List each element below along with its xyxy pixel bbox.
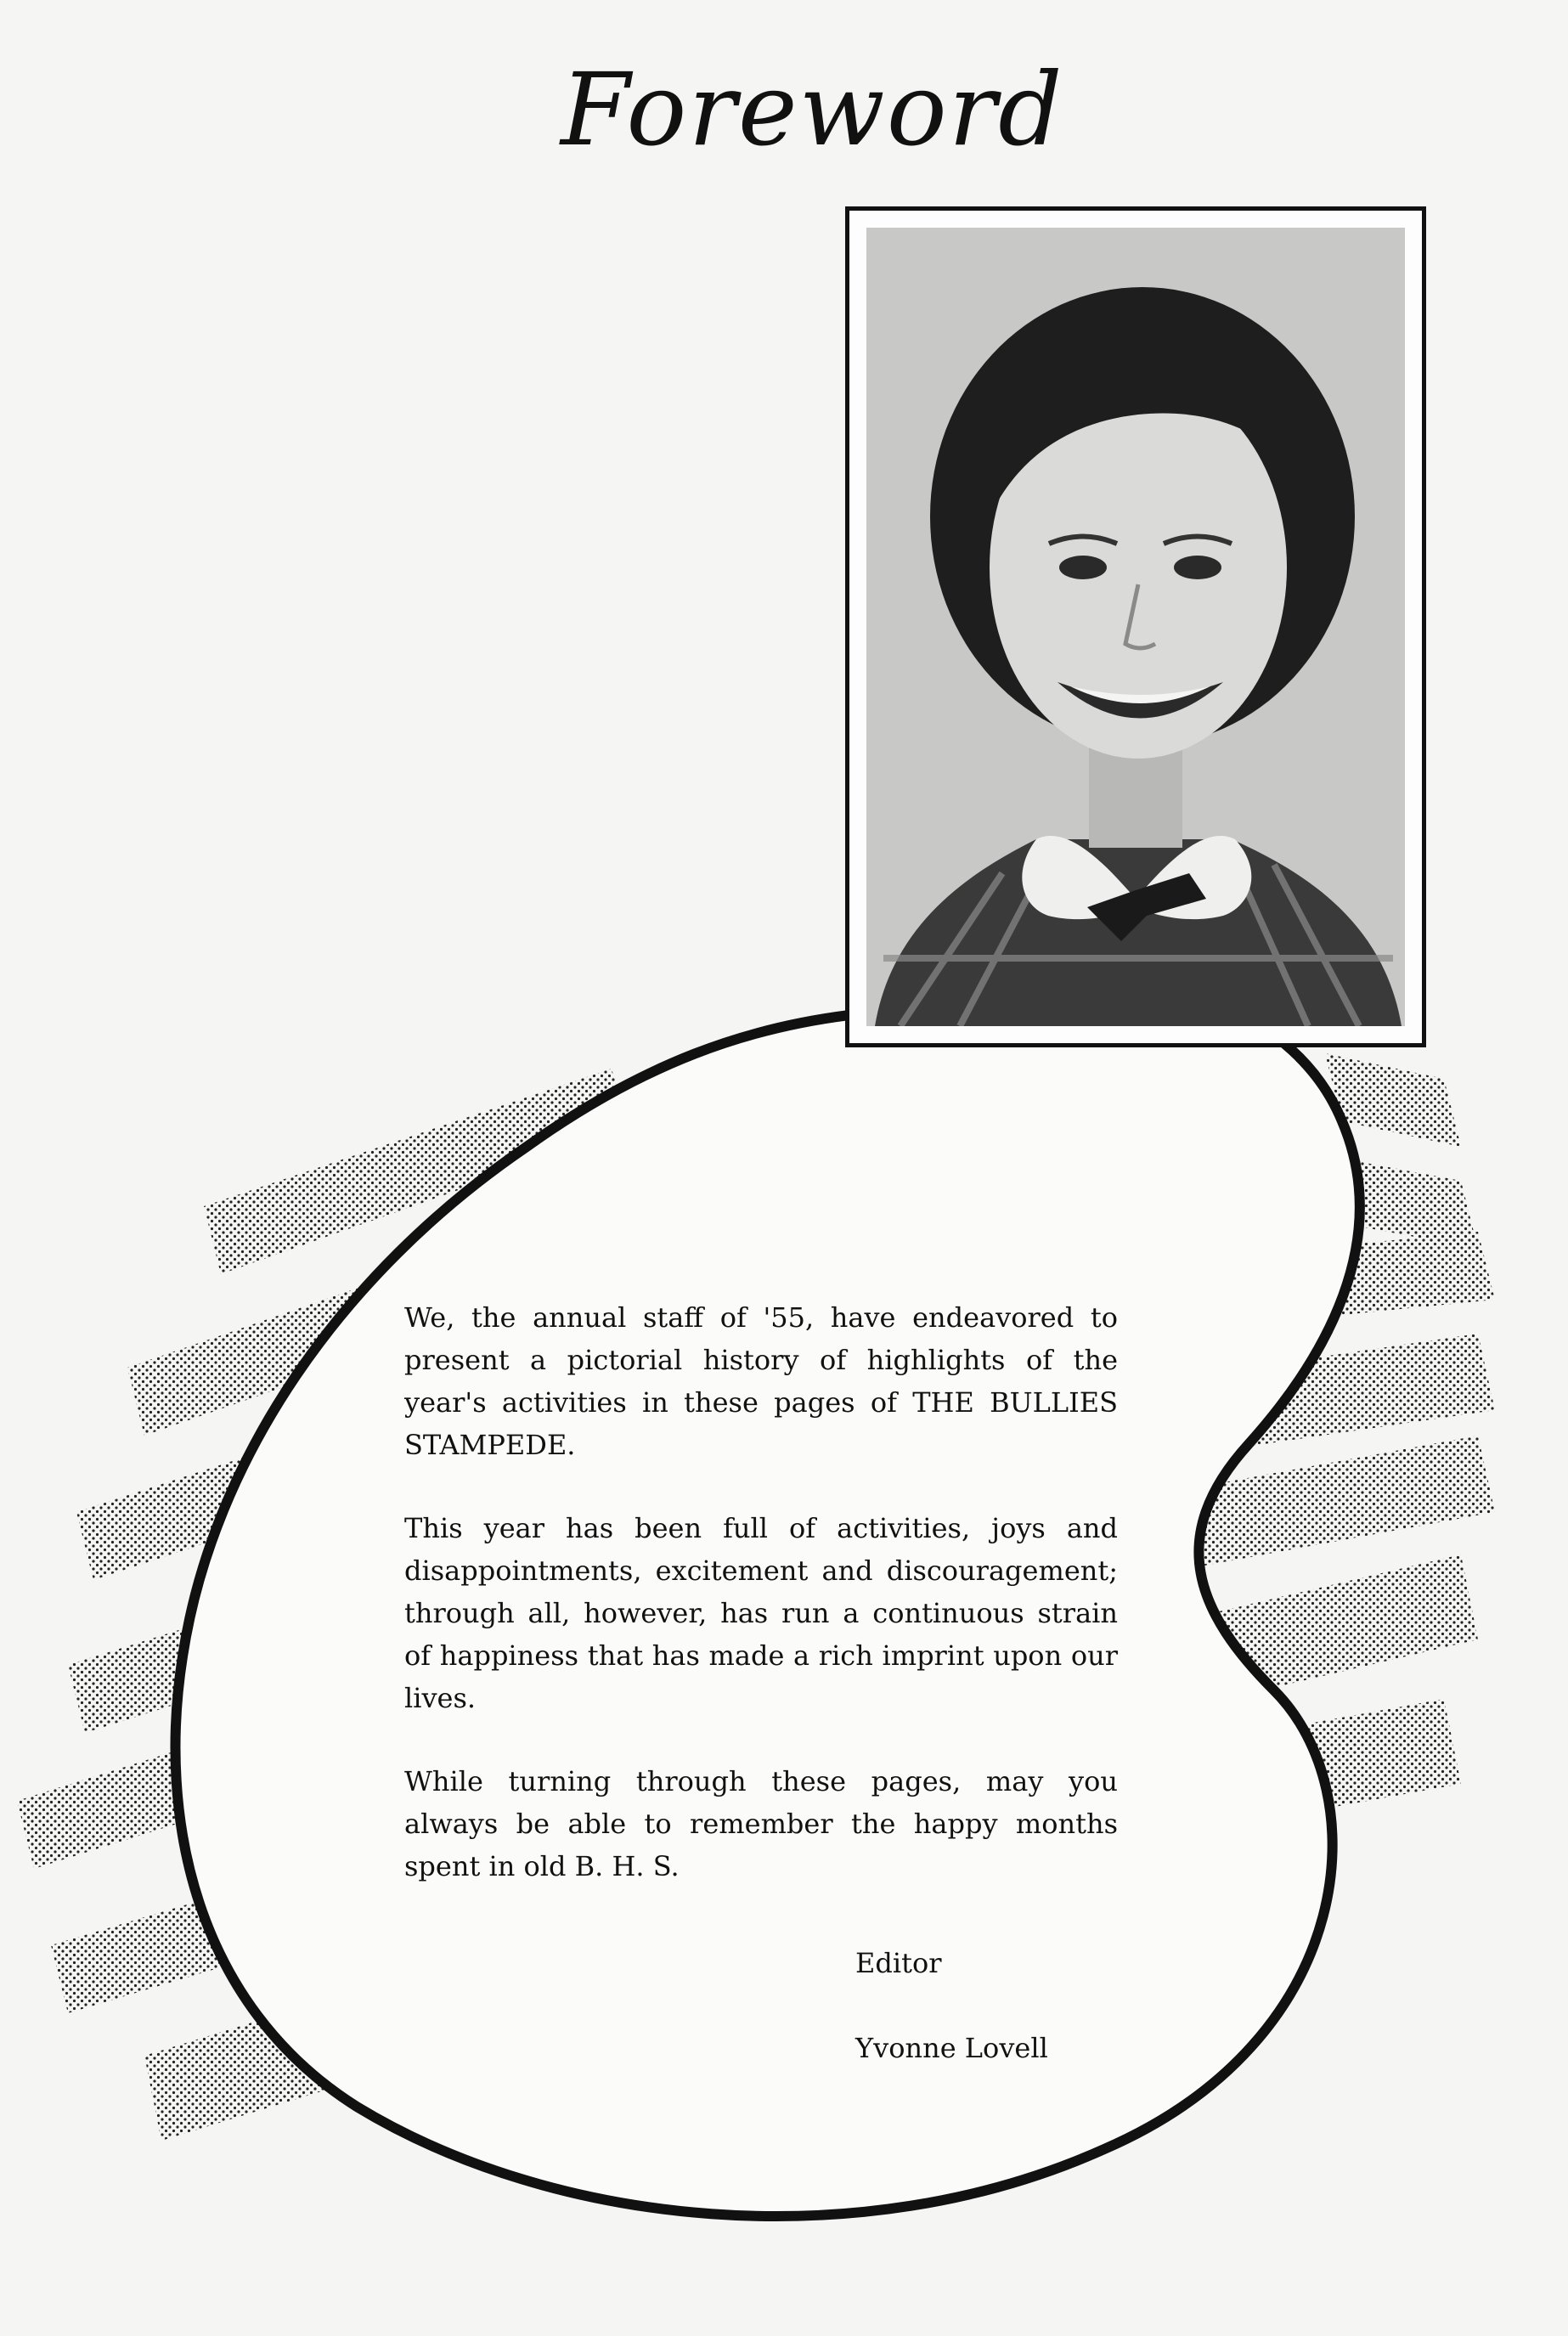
- page-title: Foreword: [561, 51, 1064, 168]
- editor-portrait: [845, 206, 1426, 1047]
- foreword-text: [404, 1296, 1118, 1928]
- signoff-role: Editor: [855, 1947, 942, 1979]
- signoff-name: Yvonne Lovell: [855, 2032, 1048, 2064]
- foreword-paragraph: We, the annual staff of '55, have endeavored to present a pictorial history of highlights of the year's activities in these pages of THE BULLIES STAMPEDE.: [404, 1301, 1118, 1461]
- foreword-paragraph: While turning through these pages, may you always be able to remember the happy months spent in old B. H. S.: [404, 1765, 1118, 1882]
- portrait-photo: [866, 228, 1405, 1026]
- foreword-paragraph: This year has been full of activities, joys and disappointments, excitement and discouragement; through all, however, has run a continuous strain of happiness that has made a rich imprint upon our lives.: [404, 1512, 1118, 1714]
